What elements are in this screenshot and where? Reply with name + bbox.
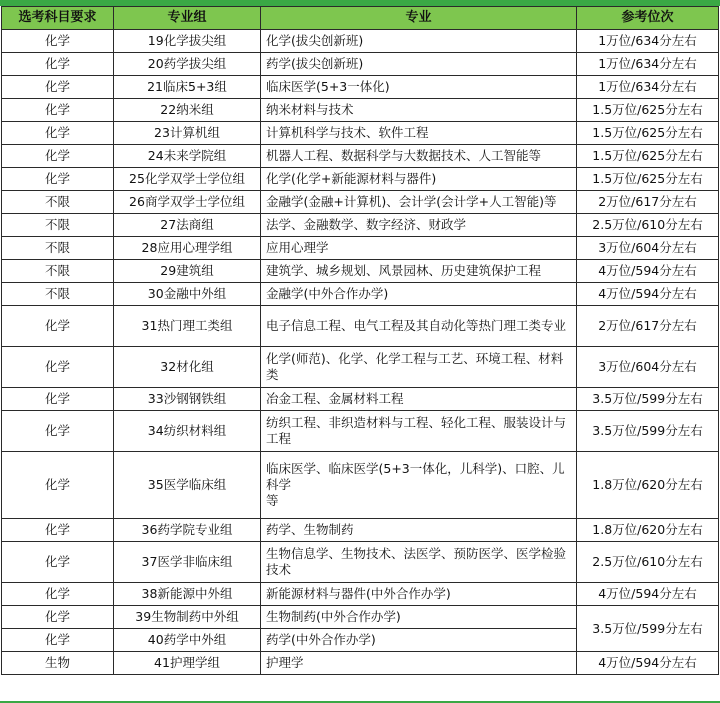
group-cell: 25化学双学士学位组 — [114, 168, 261, 191]
subject-cell: 化学 — [2, 306, 114, 347]
majors-cell: 化学(师范)、化学、化学工程与工艺、环境工程、材料类 — [261, 347, 577, 388]
rank-cell: 4万位/594分左右 — [577, 652, 719, 675]
majors-cell: 生物制药(中外合作办学) — [261, 606, 577, 629]
header-group: 专业组 — [114, 7, 261, 30]
majors-cell: 临床医学、临床医学(5+3一体化，儿科学)、口腔、儿科学 等 — [261, 452, 577, 519]
subject-cell: 化学 — [2, 168, 114, 191]
table-row — [2, 168, 719, 191]
header-majors: 专业 — [261, 7, 577, 30]
rank-cell: 1.5万位/625分左右 — [577, 145, 719, 168]
group-cell: 39生物制药中外组 — [114, 606, 261, 629]
majors-cell: 药学(拔尖创新班) — [261, 53, 577, 76]
subject-cell: 化学 — [2, 583, 114, 606]
subject-cell: 化学 — [2, 122, 114, 145]
group-cell: 40药学中外组 — [114, 629, 261, 652]
table-header-row — [2, 7, 719, 30]
table-row — [2, 542, 719, 583]
rank-cell: 2.5万位/610分左右 — [577, 214, 719, 237]
rank-cell: 1.5万位/625分左右 — [577, 168, 719, 191]
rank-cell: 4万位/594分左右 — [577, 583, 719, 606]
subject-cell: 化学 — [2, 411, 114, 452]
table-row — [2, 76, 719, 99]
table-row — [2, 652, 719, 675]
majors-cell: 纳米材料与技术 — [261, 99, 577, 122]
subject-cell: 化学 — [2, 606, 114, 629]
group-cell: 23计算机组 — [114, 122, 261, 145]
subject-cell: 化学 — [2, 99, 114, 122]
table-row — [2, 122, 719, 145]
group-cell: 36药学院专业组 — [114, 519, 261, 542]
majors-cell: 新能源材料与器件(中外合作办学) — [261, 583, 577, 606]
table-row — [2, 606, 719, 629]
majors-cell: 临床医学(5+3一体化) — [261, 76, 577, 99]
subject-cell: 不限 — [2, 214, 114, 237]
group-cell: 24未来学院组 — [114, 145, 261, 168]
rank-cell: 2万位/617分左右 — [577, 306, 719, 347]
table-row — [2, 452, 719, 519]
group-cell: 33沙钢钢铁组 — [114, 388, 261, 411]
table-row — [2, 30, 719, 53]
rank-cell: 3.5万位/599分左右 — [577, 411, 719, 452]
subject-cell: 生物 — [2, 652, 114, 675]
majors-cell: 生物信息学、生物技术、法医学、预防医学、医学检验技术 — [261, 542, 577, 583]
majors-cell: 电子信息工程、电气工程及其自动化等热门理工类专业 — [261, 306, 577, 347]
group-cell: 41护理学组 — [114, 652, 261, 675]
rank-cell: 2.5万位/610分左右 — [577, 542, 719, 583]
majors-cell: 金融学(金融+计算机)、会计学(会计学+人工智能)等 — [261, 191, 577, 214]
subject-cell: 不限 — [2, 283, 114, 306]
group-cell: 29建筑组 — [114, 260, 261, 283]
majors-cell: 化学(拔尖创新班) — [261, 30, 577, 53]
subject-cell: 不限 — [2, 191, 114, 214]
subject-cell: 化学 — [2, 388, 114, 411]
rank-cell: 2万位/617分左右 — [577, 191, 719, 214]
group-cell: 22纳米组 — [114, 99, 261, 122]
majors-cell: 冶金工程、金属材料工程 — [261, 388, 577, 411]
table-row — [2, 191, 719, 214]
table-row — [2, 237, 719, 260]
rank-cell: 1万位/634分左右 — [577, 30, 719, 53]
table-row — [2, 519, 719, 542]
rank-cell: 4万位/594分左右 — [577, 260, 719, 283]
rank-cell: 3.5万位/599分左右 — [577, 388, 719, 411]
group-cell: 27法商组 — [114, 214, 261, 237]
group-cell: 31热门理工类组 — [114, 306, 261, 347]
rank-cell: 1.8万位/620分左右 — [577, 452, 719, 519]
majors-cell: 护理学 — [261, 652, 577, 675]
subject-cell: 化学 — [2, 542, 114, 583]
table-row — [2, 306, 719, 347]
rank-cell: 3万位/604分左右 — [577, 347, 719, 388]
majors-cell: 药学(中外合作办学) — [261, 629, 577, 652]
header-subject: 选考科目要求 — [2, 7, 114, 30]
majors-cell: 纺织工程、非织造材料与工程、轻化工程、服装设计与工程 — [261, 411, 577, 452]
rank-cell: 3.5万位/599分左右 — [577, 606, 719, 652]
subject-cell: 化学 — [2, 452, 114, 519]
subject-cell: 化学 — [2, 629, 114, 652]
majors-cell: 建筑学、城乡规划、风景园林、历史建筑保护工程 — [261, 260, 577, 283]
table-row — [2, 145, 719, 168]
majors-cell: 应用心理学 — [261, 237, 577, 260]
table-row — [2, 388, 719, 411]
table-row — [2, 411, 719, 452]
subject-cell: 不限 — [2, 237, 114, 260]
group-cell: 32材化组 — [114, 347, 261, 388]
table-row — [2, 214, 719, 237]
rank-cell: 4万位/594分左右 — [577, 283, 719, 306]
subject-cell: 化学 — [2, 30, 114, 53]
table-row — [2, 347, 719, 388]
subject-cell: 化学 — [2, 519, 114, 542]
group-cell: 19化学拔尖组 — [114, 30, 261, 53]
table-row — [2, 53, 719, 76]
majors-cell: 化学(化学+新能源材料与器件) — [261, 168, 577, 191]
rank-cell: 1万位/634分左右 — [577, 76, 719, 99]
table-row — [2, 583, 719, 606]
header-rank: 参考位次 — [577, 7, 719, 30]
group-cell: 20药学拔尖组 — [114, 53, 261, 76]
majors-cell: 机器人工程、数据科学与大数据技术、人工智能等 — [261, 145, 577, 168]
rank-cell: 1.5万位/625分左右 — [577, 122, 719, 145]
rank-cell: 1.8万位/620分左右 — [577, 519, 719, 542]
rank-cell: 3万位/604分左右 — [577, 237, 719, 260]
subject-cell: 化学 — [2, 347, 114, 388]
admission-table — [1, 6, 719, 675]
group-cell: 21临床5+3组 — [114, 76, 261, 99]
majors-cell: 计算机科学与技术、软件工程 — [261, 122, 577, 145]
subject-cell: 化学 — [2, 53, 114, 76]
group-cell: 26商学双学士学位组 — [114, 191, 261, 214]
group-cell: 35医学临床组 — [114, 452, 261, 519]
table-row — [2, 260, 719, 283]
subject-cell: 不限 — [2, 260, 114, 283]
group-cell: 37医学非临床组 — [114, 542, 261, 583]
subject-cell: 化学 — [2, 145, 114, 168]
rank-cell: 1万位/634分左右 — [577, 53, 719, 76]
group-cell: 30金融中外组 — [114, 283, 261, 306]
majors-cell: 法学、金融数学、数字经济、财政学 — [261, 214, 577, 237]
rank-cell: 1.5万位/625分左右 — [577, 99, 719, 122]
majors-cell: 药学、生物制药 — [261, 519, 577, 542]
subject-cell: 化学 — [2, 76, 114, 99]
group-cell: 34纺织材料组 — [114, 411, 261, 452]
table-row — [2, 99, 719, 122]
table-row — [2, 283, 719, 306]
majors-cell: 金融学(中外合作办学) — [261, 283, 577, 306]
group-cell: 28应用心理学组 — [114, 237, 261, 260]
group-cell: 38新能源中外组 — [114, 583, 261, 606]
